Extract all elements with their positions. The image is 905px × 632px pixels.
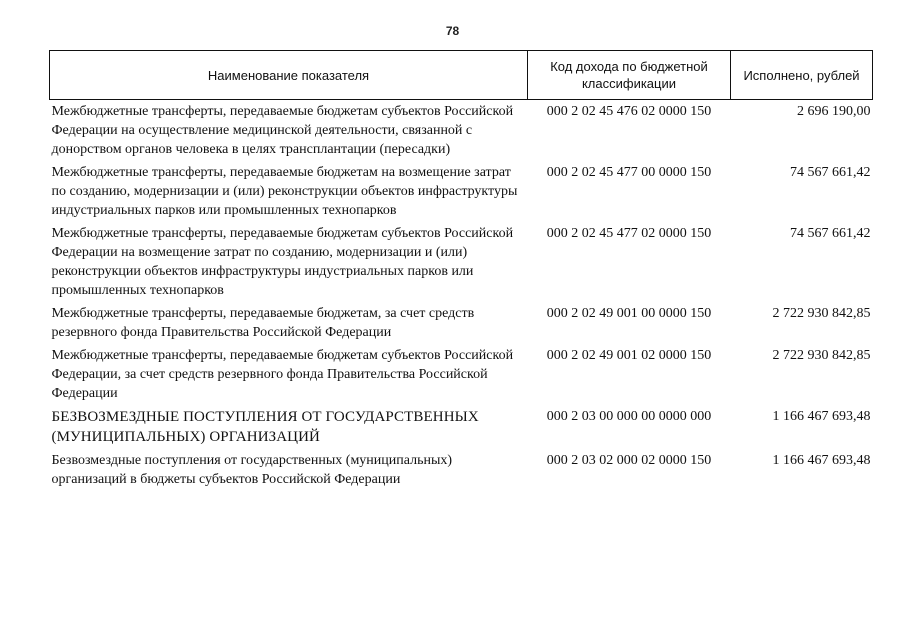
budget-code: 000 2 02 49 001 02 0000 150 [546,348,712,363]
table-row [50,449,873,491]
executed-amount: 1 166 467 693,48 [772,453,871,468]
budget-code: 000 2 03 00 000 00 0000 000 [546,409,712,424]
indicator-name: Межбюджетные трансферты, передаваемые бюджетам на возмещение затрат по созданию, модернизации и (или) реконструкции объектов инфраструктуры индустриальных парков или промышленных технопарков [51,165,518,218]
section-row [50,405,873,449]
table-row [50,344,873,405]
budget-code: 000 2 03 02 000 02 0000 150 [546,453,712,468]
revenue-table [49,50,873,491]
section-name: БЕЗВОЗМЕЗДНЫЕ ПОСТУПЛЕНИЯ ОТ ГОСУДАРСТВЕННЫХ (МУНИЦИПАЛЬНЫХ) ОРГАНИЗАЦИЙ [51,409,479,445]
indicator-name: Межбюджетные трансферты, передаваемые бюджетам субъектов Российской Федерации, за счет средств резервного фонда Правительства Российской Федерации [51,348,514,401]
budget-code: 000 2 02 45 477 02 0000 150 [546,226,712,241]
table-row [50,302,873,344]
header-row [50,51,873,100]
table-row [50,222,873,302]
executed-amount: 2 722 930 842,85 [772,306,871,321]
indicator-name: Межбюджетные трансферты, передаваемые бюджетам субъектов Российской Федерации на осуществление медицинской деятельности, связанной с донорством органов человека в целях трансплантации (пересадки) [51,104,514,157]
table-header [50,51,873,100]
table-row [50,100,873,162]
executed-amount: 2 696 190,00 [797,104,871,119]
header-indicator-name: Наименование показателя [50,51,528,100]
table-row [50,161,873,222]
budget-code: 000 2 02 49 001 00 0000 150 [546,306,712,321]
budget-code: 000 2 02 45 476 02 0000 150 [546,104,712,119]
budget-code: 000 2 02 45 477 00 0000 150 [546,165,712,180]
page-number: 78 [445,24,460,38]
indicator-name: Межбюджетные трансферты, передаваемые бюджетам субъектов Российской Федерации на возмещение затрат по созданию, модернизации и (или) реконструкции объектов инфраструктуры индустриальных парков или промышленных технопарков [51,226,514,298]
executed-amount: 2 722 930 842,85 [772,348,871,363]
header-executed-amount: Исполнено, рублей [731,51,873,100]
executed-amount: 74 567 661,42 [790,165,871,180]
executed-amount: 74 567 661,42 [790,226,871,241]
indicator-name: Безвозмездные поступления от государственных (муниципальных) организаций в бюджеты субъектов Российской Федерации [51,453,453,487]
indicator-name: Межбюджетные трансферты, передаваемые бюджетам, за счет средств резервного фонда Правительства Российской Федерации [51,306,475,340]
executed-amount: 1 166 467 693,48 [772,409,871,424]
header-budget-code: Код дохода по бюджетной классификации [528,51,731,100]
table-body [50,100,873,492]
